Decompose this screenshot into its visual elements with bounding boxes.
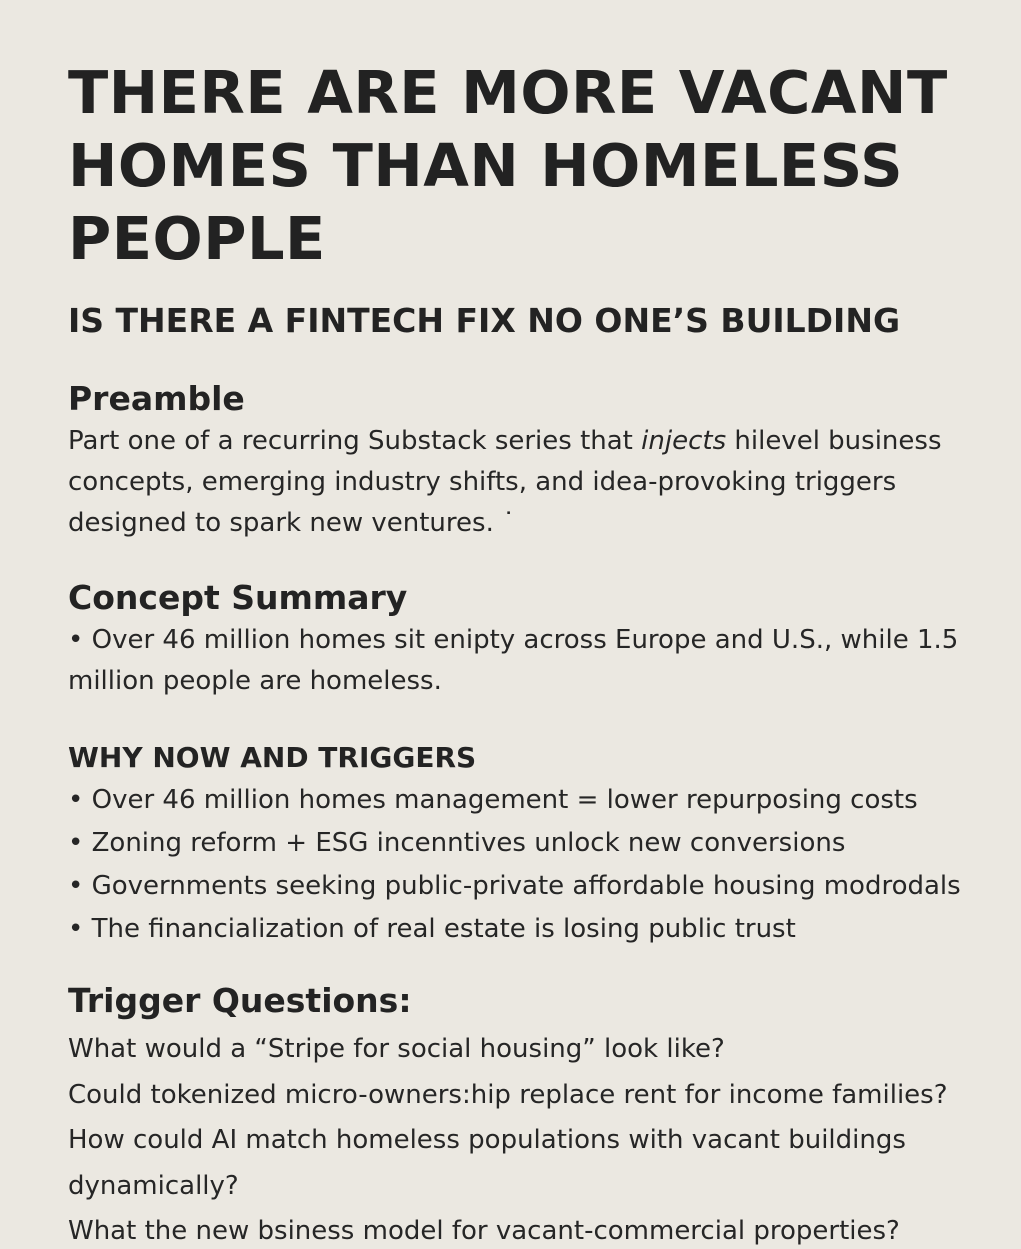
concept-summary-heading: Concept Summary — [68, 578, 408, 617]
concept-summary-section — [68, 578, 981, 702]
list-item: • Over 46 million homes management = lower repurposing costs — [68, 785, 918, 815]
list-item: • Governments seeking public-private affordable housing modrodals — [68, 871, 961, 901]
preamble-text-end: hilevel business concepts, emerging industry shifts, and idea-provoking triggers designed to spark new ventures. ˙ — [68, 426, 942, 538]
page-subtitle: IS THERE A FINTECH FIX NO ONE’S BUILDING — [68, 301, 901, 340]
trigger-questions-list — [68, 1027, 981, 1249]
concept-summary-text: • Over 46 million homes sit enipty across Europe and U.S., while 1.5 million people are homeless. — [68, 625, 959, 696]
why-now-list — [68, 779, 981, 951]
preamble-text-start: Part one of a recurring Substack series that — [68, 426, 642, 456]
why-now-section — [68, 740, 981, 951]
preamble-heading: Preamble — [68, 379, 245, 418]
list-item: What would a “Stripe for social housing” look like? — [68, 1034, 725, 1064]
list-item: Could tokenized micro-owners:hip replace rent for income families? — [68, 1079, 948, 1110]
list-item: How could AI match homeless populations with vacant buildings dynamically? — [68, 1125, 906, 1201]
preamble-text — [68, 421, 981, 544]
preamble-emphasis: injects — [641, 426, 727, 456]
list-item: What the new bsiness model for vacant-commercial properties? — [68, 1216, 900, 1246]
trigger-questions-heading: Trigger Questions: — [68, 981, 412, 1020]
preamble-section — [68, 379, 981, 544]
page-title: THERE ARE MORE VACANT HOMES THAN HOMELESS PEOPLE — [68, 58, 948, 273]
trigger-questions-section — [68, 981, 981, 1249]
why-now-heading: WHY NOW AND TRIGGERS — [68, 741, 477, 774]
list-item: • Zoning reform + ESG incenntives unlock new conversions — [68, 828, 846, 858]
list-item: • The financialization of real estate is losing public trust — [68, 914, 796, 944]
